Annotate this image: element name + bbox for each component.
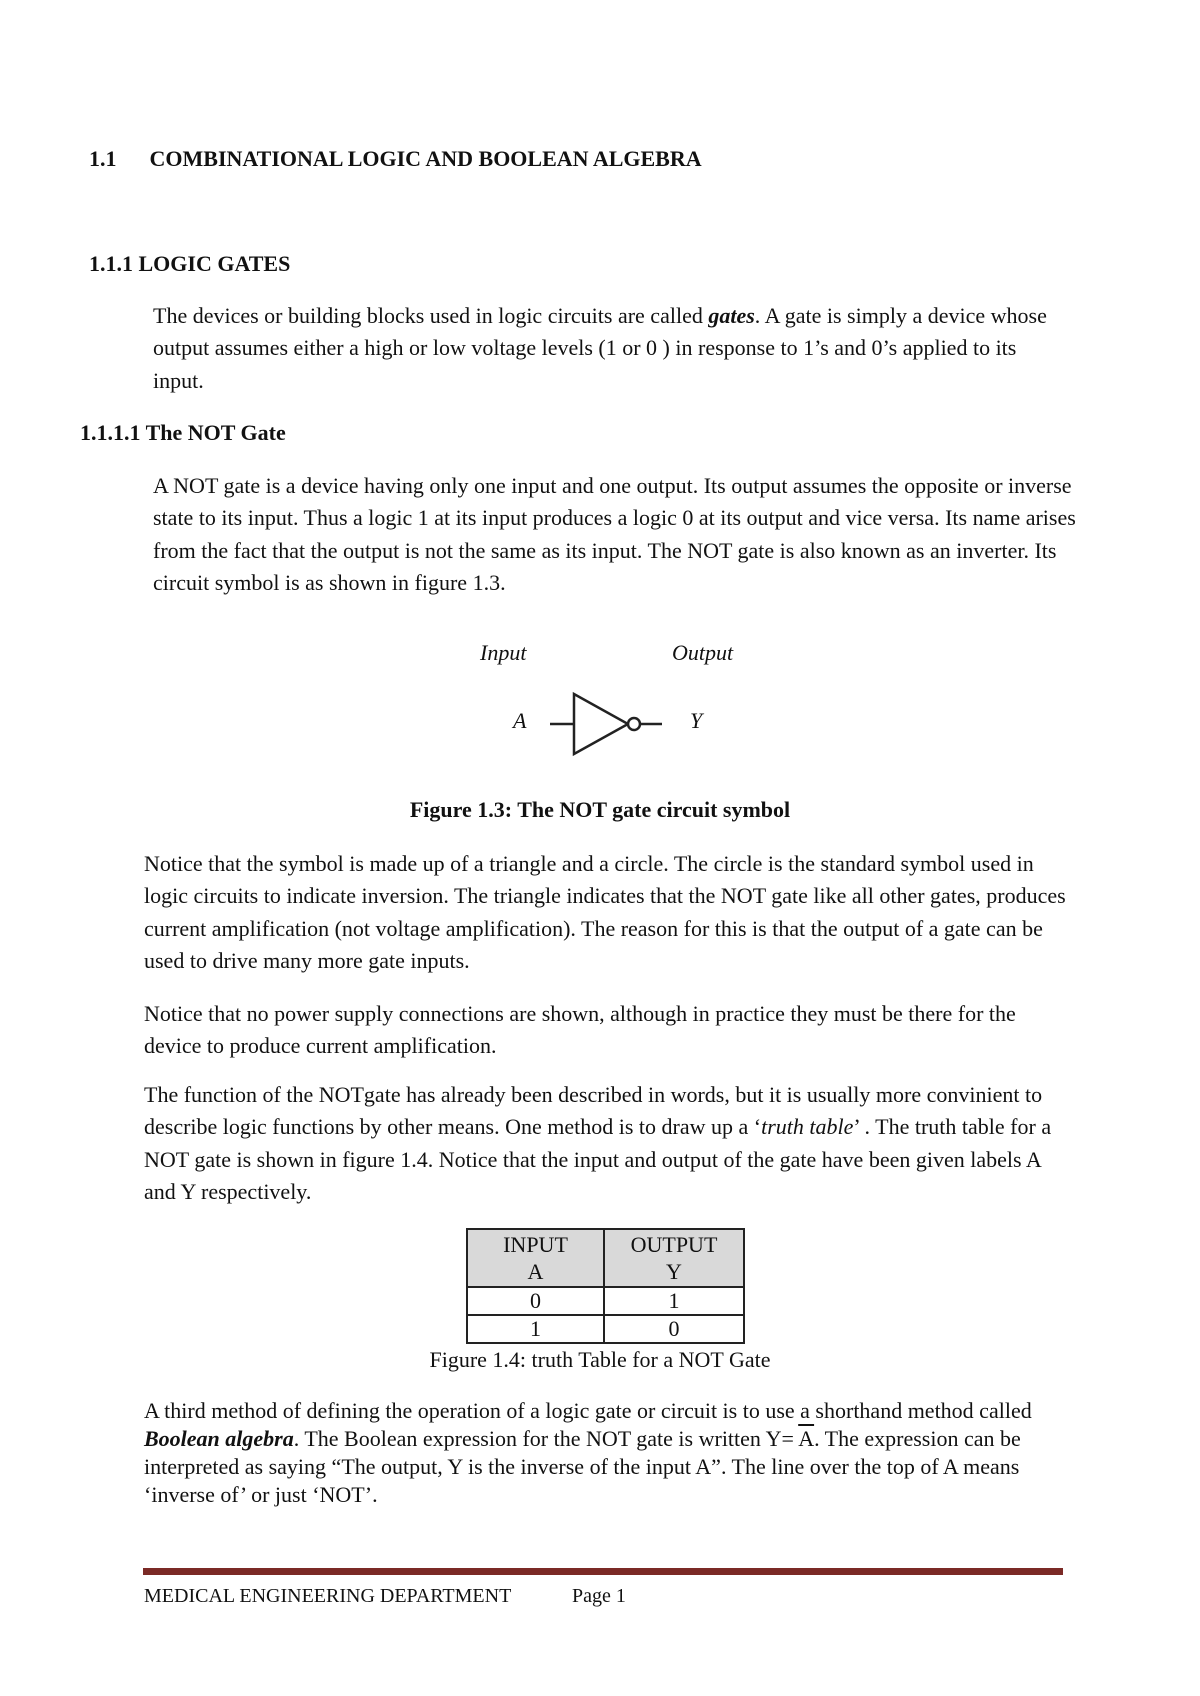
- truth-table: [466, 1228, 745, 1344]
- table-row: [467, 1287, 744, 1315]
- input-variable: A: [513, 708, 527, 733]
- output-label: Output: [672, 640, 734, 665]
- notice-paragraph-2: Notice that no power supply connections are shown, although in practice they must be there for the device to produce current amplification.: [144, 1001, 1016, 1059]
- notice-paragraph-1: Notice that the symbol is made up of a triangle and a circle. The circle is the standard symbol used in logic circuits to indicate inversion. The triangle indicates that the NOT gate like all other gates, produces current amplification (not voltage amplification). The reason for this is that the output of a gate can be used to drive many more gate inputs.: [144, 851, 1066, 974]
- table-row: [467, 1315, 744, 1343]
- header-output: OUTPUT Y: [604, 1229, 744, 1287]
- boolean-text-1: A third method of defining the operation of a logic gate or circuit is to use a shorthand method called: [144, 1398, 1032, 1423]
- table-cell: 1: [604, 1287, 744, 1315]
- footer-department: MEDICAL ENGINEERING DEPARTMENT: [144, 1585, 512, 1607]
- footer-page-number: Page 1: [572, 1585, 626, 1607]
- input-label: Input: [480, 640, 527, 665]
- not-gate-heading: 1.1.1.1 The NOT Gate: [80, 420, 286, 445]
- function-paragraph: [144, 1079, 1069, 1209]
- boolean-text-3: . The expression can be interpreted as saying “The output, Y is the inverse of the input A”. The line over the top of A means ‘inverse of’ or just ‘NOT’.: [144, 1426, 1021, 1507]
- term-boolean-algebra: Boolean algebra: [144, 1426, 294, 1451]
- function-text-2: ’ . The truth table for a NOT gate is shown in figure 1.4. Notice that the input and output of the gate have been given labels A and Y respectively.: [144, 1114, 1052, 1205]
- intro-text-1: The devices or building blocks used in logic circuits are called: [153, 303, 709, 328]
- section-number: 1.1: [89, 146, 117, 171]
- table-cell: 0: [467, 1287, 604, 1315]
- figure-1-4-caption: Figure 1.4: truth Table for a NOT Gate: [429, 1347, 771, 1372]
- table-cell: 0: [604, 1315, 744, 1343]
- intro-text-2: . A gate is simply a device whose output assumes either a high or low voltage levels (1 or 0 ) in response to 1’s and 0’s applied to its input.: [153, 303, 1047, 393]
- subsection-heading: 1.1.1 LOGIC GATES: [89, 251, 291, 276]
- gate-triangle: [574, 694, 628, 754]
- term-truth-table: truth table: [761, 1114, 854, 1140]
- function-text-1: The function of the NOTgate has already been described in words, but it is usually more convinient to describe logic functions by other means. One method is to draw up a ‘: [144, 1082, 1043, 1140]
- section-title: COMBINATIONAL LOGIC AND BOOLEAN ALGEBRA: [149, 146, 702, 171]
- intro-paragraph: [153, 300, 1053, 397]
- not-gate-figure: [440, 640, 770, 770]
- a-bar-symbol: $\overline{A}$: [798, 1426, 815, 1451]
- output-variable: Y: [690, 708, 703, 733]
- boolean-text-2: . The Boolean expression for the NOT gate is written Y=: [293, 1426, 799, 1451]
- table-cell: 1: [467, 1315, 604, 1343]
- boolean-paragraph: [144, 1397, 1069, 1509]
- figure-1-3-caption: Figure 1.3: The NOT gate circuit symbol: [409, 797, 791, 822]
- section-heading: [89, 146, 702, 172]
- footer-rule: [143, 1568, 1063, 1575]
- header-input: INPUT A: [467, 1229, 604, 1287]
- inversion-bubble: [628, 718, 640, 730]
- term-gates: gates: [708, 303, 755, 328]
- not-gate-paragraph: A NOT gate is a device having only one input and one output. Its output assumes the opposite or inverse state to its input. Thus a logic 1 at its input produces a logic 0 at its output and vice versa. Its name arises from the fact that the output is not the same as its input. The NOT gate is also known as an inverter. Its circuit symbol is as shown in figure 1.3.: [153, 473, 1076, 596]
- truth-table-header-row: [467, 1229, 744, 1287]
- not-gate-symbol: [550, 686, 670, 762]
